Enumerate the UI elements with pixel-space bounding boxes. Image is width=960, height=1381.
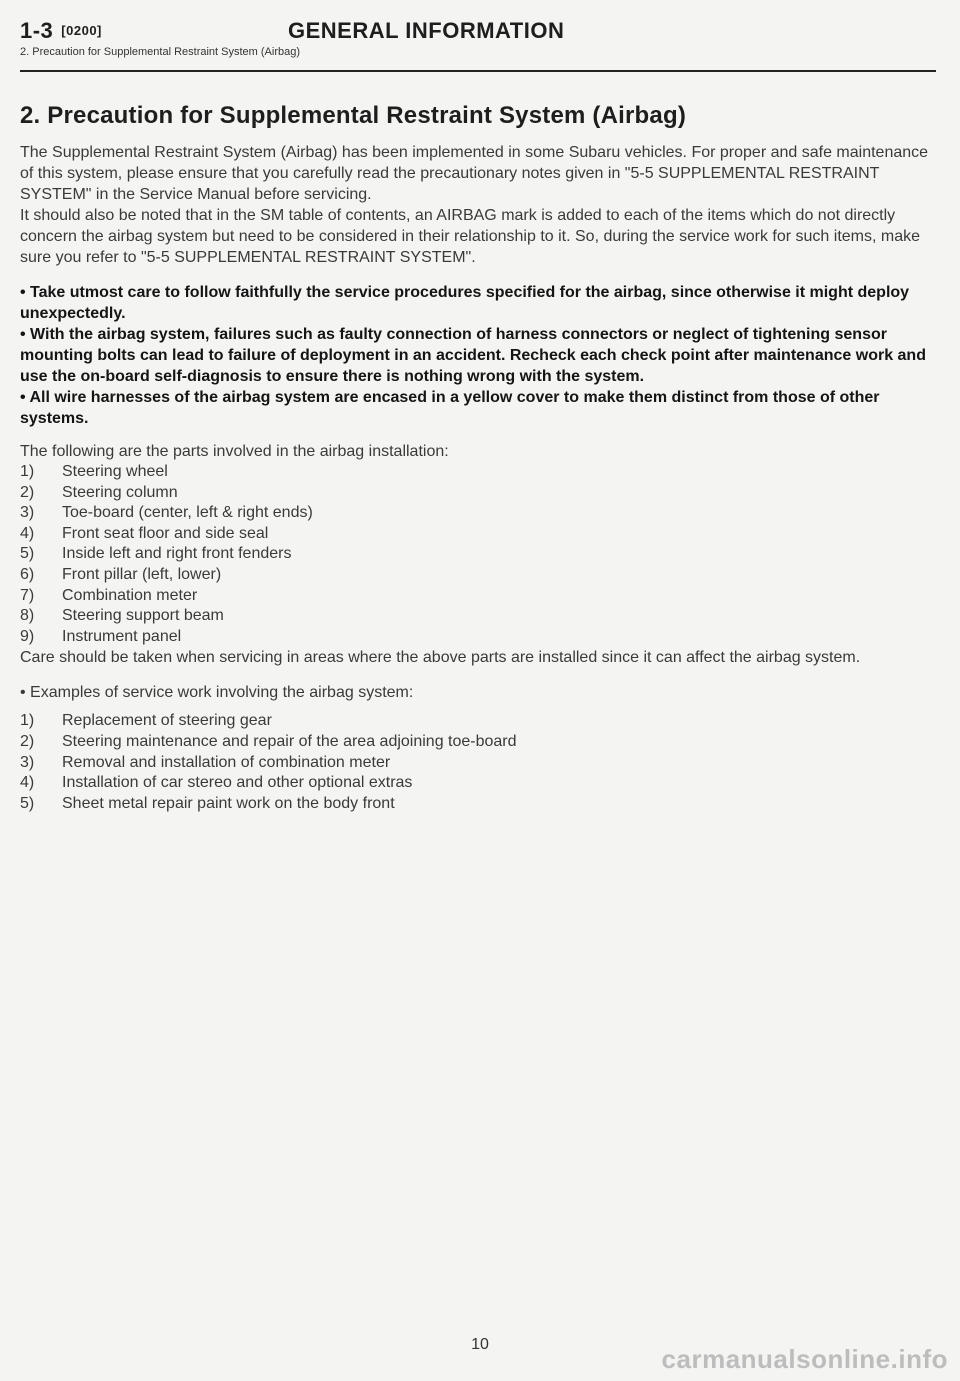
warning-item: • With the airbag system, failures such as faulty connection of harness connectors or neglect of tightening sensor mounting bolts can lead to failure of deployment in an accident. Recheck each check point after maintenance work and use the on-board self-diagnosis to ensure there is nothing wrong with the system. <box>20 326 926 385</box>
header-title: GENERAL INFORMATION <box>288 18 565 43</box>
list-text: Combination meter <box>62 586 198 604</box>
list-text: Toe-board (center, left & right ends) <box>62 504 313 522</box>
examples-list <box>20 711 936 814</box>
warning-block <box>20 282 936 429</box>
list-item <box>20 462 936 483</box>
list-item <box>20 753 936 774</box>
list-item <box>20 503 936 524</box>
care-note: Care should be taken when servicing in areas where the above parts are installed since it can affect the airbag system. <box>20 649 861 667</box>
section-number-text: 1-3 <box>20 18 54 43</box>
parts-list <box>20 462 936 647</box>
list-text: Front pillar (left, lower) <box>62 565 222 583</box>
list-text: Sheet metal repair paint work on the body front <box>62 794 395 812</box>
list-number: 5) <box>20 545 35 563</box>
list-number: 3) <box>20 504 35 522</box>
warning-item: • All wire harnesses of the airbag system are encased in a yellow cover to make them distinct from those of other systems. <box>20 389 880 427</box>
list-item <box>20 524 936 545</box>
warning-item: • Take utmost care to follow faithfully the service procedures specified for the airbag, since otherwise it might deploy unexpectedly. <box>20 284 910 322</box>
list-text: Replacement of steering gear <box>62 712 272 730</box>
list-item <box>20 565 936 586</box>
list-text: Inside left and right front fenders <box>62 545 292 563</box>
page-number: 10 <box>471 1336 489 1353</box>
list-text: Steering support beam <box>62 607 224 625</box>
list-item <box>20 586 936 607</box>
section-code: [0200] <box>61 23 102 38</box>
list-item <box>20 627 936 648</box>
page-header <box>20 18 936 72</box>
list-item <box>20 794 936 815</box>
list-number: 4) <box>20 774 35 792</box>
watermark: carmanualsonline.info <box>661 1344 948 1374</box>
header-top-line <box>20 18 936 46</box>
list-number: 2) <box>20 732 35 750</box>
list-number: 3) <box>20 753 35 771</box>
list-item <box>20 544 936 565</box>
section-number <box>20 18 102 44</box>
list-number: 2) <box>20 483 35 501</box>
list-text: Steering column <box>62 483 178 501</box>
header-divider <box>20 70 936 72</box>
header-subtitle: 2. Precaution for Supplemental Restraint System (Airbag) <box>20 46 301 58</box>
list-text: Steering maintenance and repair of the area adjoining toe-board <box>62 732 517 750</box>
list-number: 8) <box>20 607 35 625</box>
list-number: 1) <box>20 712 35 730</box>
list-item <box>20 773 936 794</box>
section-heading: 2. Precaution for Supplemental Restraint System (Airbag) <box>20 102 687 129</box>
list-item <box>20 483 936 504</box>
list-item <box>20 606 936 627</box>
list-number: 6) <box>20 565 35 583</box>
list-number: 4) <box>20 524 35 542</box>
list-number: 9) <box>20 627 35 645</box>
page-content <box>20 102 936 814</box>
list-number: 1) <box>20 463 35 480</box>
parts-intro: The following are the parts involved in the airbag installation: <box>20 443 449 460</box>
examples-intro: • Examples of service work involving the airbag system: <box>20 684 414 702</box>
intro-paragraph-1: The Supplemental Restraint System (Airbag) has been implemented in some Subaru vehicles. For proper and safe maintenance of this system, please ensure that you carefully read the precautionary notes given in "5-5 SUPPLEMENTAL RESTRAINT SYSTEM" in the Service Manual before servicing. <box>20 144 929 203</box>
list-number: 5) <box>20 794 35 812</box>
list-item <box>20 711 936 732</box>
list-text: Front seat floor and side seal <box>62 524 269 542</box>
intro-paragraph-2: It should also be noted that in the SM table of contents, an AIRBAG mark is added to each of the items which do not directly concern the airbag system but need to be considered in their relationship to it. So, during the service work for such items, make sure you refer to "5-5 SUPPLEMENTAL RESTRAINT SYSTEM". <box>20 207 921 266</box>
list-text: Installation of car stereo and other optional extras <box>62 774 413 792</box>
list-number: 7) <box>20 586 35 604</box>
list-text: Instrument panel <box>62 627 182 645</box>
list-text: Removal and installation of combination meter <box>62 753 391 771</box>
list-item <box>20 732 936 753</box>
list-text: Steering wheel <box>62 463 168 480</box>
